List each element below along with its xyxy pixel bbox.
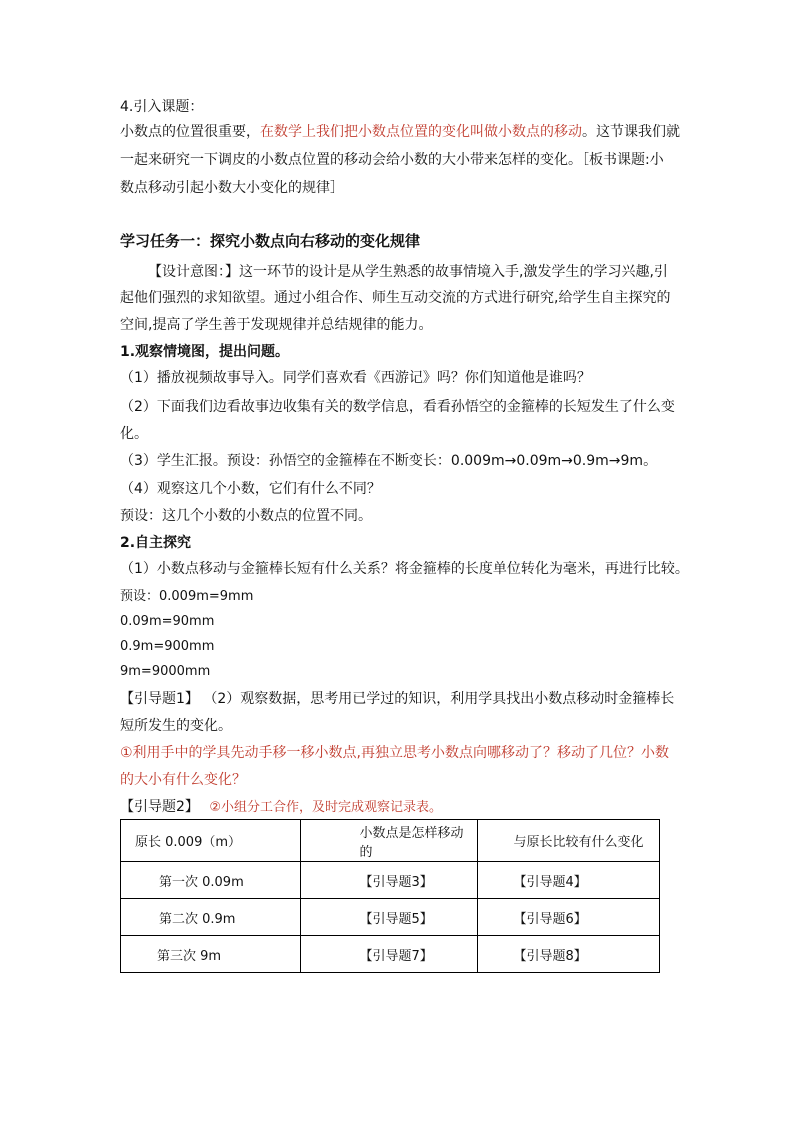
conversion-line-1: 预设：0.009m=9mm xyxy=(120,589,254,604)
intro-text-plain: 小数点的位置很重要， xyxy=(120,124,260,140)
intro-heading: 4.引入课题： xyxy=(120,99,204,115)
table-row xyxy=(121,936,660,973)
design-intent-line-2: 起他们强烈的求知欲望。通过小组合作、师生互动交流的方式进行研究,给学生自主探究的 xyxy=(120,290,671,306)
intro-text-highlight: 在数学上我们把小数点位置的变化叫做小数点的移动 xyxy=(260,124,582,140)
conversion-line-3: 0.9m=900mm xyxy=(120,639,215,654)
guide-2-line xyxy=(120,797,442,818)
table-cell: 【引导题7】 xyxy=(301,936,477,973)
table-header-cell: 小数点是怎样移动的 xyxy=(301,820,477,862)
red-instruction-line-1: ①利用手中的学具先动手移一移小数点,再独立思考小数点向哪移动了？移动了几位？小数 xyxy=(120,745,669,761)
table-cell: 【引导题8】 xyxy=(477,936,660,973)
table-cell: 【引导题4】 xyxy=(477,862,660,899)
table-cell: 【引导题5】 xyxy=(301,899,477,936)
table-cell: 第二次 0.9m xyxy=(121,899,301,936)
intro-paragraph-line-1 xyxy=(120,122,680,142)
section1-item-3: （3）学生汇报。预设：孙悟空的金箍棒在不断变长：0.009m→0.09m→0.9m→9m。 xyxy=(120,453,658,469)
design-intent-line-1: 【设计意图：】这一环节的设计是从学生熟悉的故事情境入手,激发学生的学习兴趣,引 xyxy=(148,264,668,280)
section1-heading: 1.观察情境图，提出问题。 xyxy=(120,344,290,360)
section1-item-2-line-1: （2）下面我们边看故事边收集有关的数学信息，看看孙悟空的金箍棒的长短发生了什么变 xyxy=(120,399,675,415)
guide-1-line-1: 【引导题1】 （2）观察数据，思考用已学过的知识，利用学具找出小数点移动时金箍棒长 xyxy=(120,691,675,707)
guide-2-red-text: ②小组分工合作，及时完成观察记录表。 xyxy=(209,800,443,815)
conversion-line-2: 0.09m=90mm xyxy=(120,614,215,629)
table-cell: 【引导题3】 xyxy=(301,862,477,899)
section1-item-1: （1）播放视频故事导入。同学们喜欢看《西游记》吗？你们知道他是谁吗？ xyxy=(120,370,591,386)
red-instruction-line-2: 的大小有什么变化？ xyxy=(120,772,246,788)
table-cell: 第三次 9m xyxy=(121,936,301,973)
table-header-cell: 原长 0.009（m） xyxy=(121,820,301,862)
section1-item-4: （4）观察这几个小数，它们有什么不同？ xyxy=(120,481,381,497)
task1-title: 学习任务一：探究小数点向右移动的变化规律 xyxy=(120,232,421,250)
intro-paragraph-line-2: 一起来研究一下调皮的小数点位置的移动会给小数的大小带来怎样的变化。［板书课题:小 xyxy=(120,152,664,168)
table-header-cell: 与原长比较有什么变化 xyxy=(477,820,660,862)
intro-text-tail: 。这节课我们就 xyxy=(582,124,680,140)
table-cell: 【引导题6】 xyxy=(477,899,660,936)
design-intent-line-3: 空间,提高了学生善于发现规律并总结规律的能力。 xyxy=(120,317,433,333)
table-row xyxy=(121,899,660,936)
intro-paragraph-line-3: 数点移动引起小数大小变化的规律］ xyxy=(120,180,344,196)
section1-preset: 预设：这几个小数的小数点的位置不同。 xyxy=(120,508,372,524)
section2-heading: 2.自主探究 xyxy=(120,535,192,551)
section1-item-2-line-2: 化。 xyxy=(120,426,148,442)
table-header-row xyxy=(121,820,660,862)
observation-table xyxy=(120,819,660,973)
table-cell: 第一次 0.09m xyxy=(121,862,301,899)
guide-2-label: 【引导题2】 xyxy=(120,799,199,815)
section2-item-1: （1）小数点移动与金箍棒长短有什么关系？将金箍棒的长度单位转化为毫米，再进行比较。 xyxy=(120,561,689,577)
table-row xyxy=(121,862,660,899)
guide-1-line-2: 短所发生的变化。 xyxy=(120,718,232,734)
conversion-line-4: 9m=9000mm xyxy=(120,664,211,679)
